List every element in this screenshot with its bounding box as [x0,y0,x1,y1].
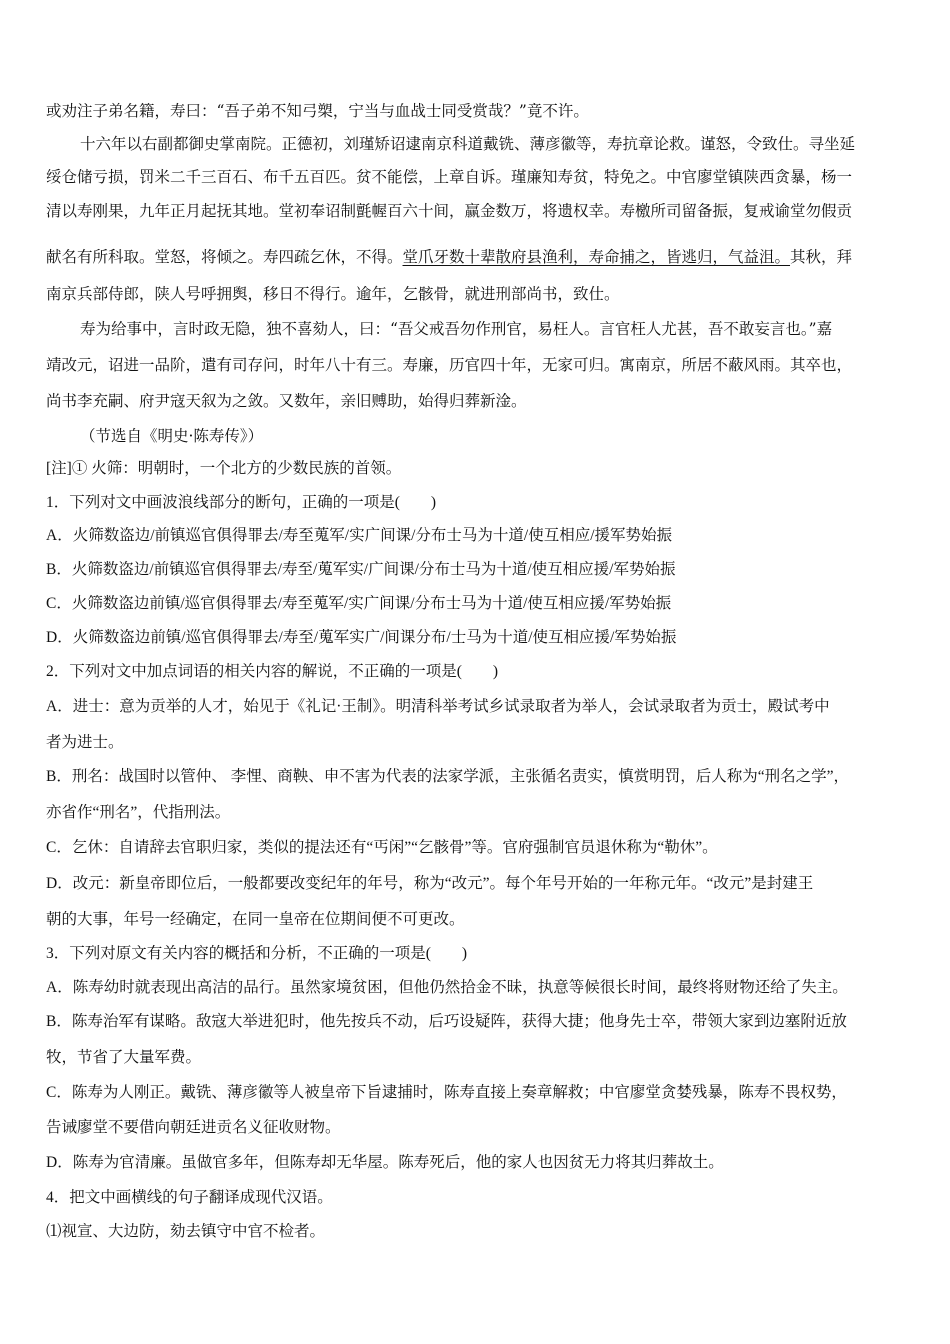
question-stem: 1．下列对文中画波浪线部分的断句，正确的一项是( ) [46,494,437,511]
option: A．进士：意为贡举的人才，始见于《礼记·王制》。明清科举考试乡试录取者为举人，会试录取者为贡士，殿试考中 [46,698,830,715]
passage-line: 或劝注子弟名籍，寿曰：“吾子弟不知弓槊，宁当与血战士同受赏哉？”竟不许。 [46,102,589,120]
option-continued: 告诫廖堂不要借向朝廷进贡名义征收财物。 [46,1119,341,1136]
option: B．刑名：战国时以管仲、 李悝、商鞅、申不害为代表的法家学派，主张循名责实，慎赏明罚，后人称为“刑名之学”， [46,768,849,785]
option: C．陈寿为人刚正。戴铣、薄彦徽等人被皇帝下旨逮捕时，陈寿直接上奏章解救；中官廖堂贪婪残暴，陈寿不畏权势， [46,1084,847,1101]
passage-line: 寿为给事中，言时政无隐，独不喜劾人，曰：“吾父戒吾勿作刑官，易枉人。言官枉人尤甚，吾不敢妄言也。”嘉 [80,320,833,338]
option: A．火筛数盗边/前镇巡官俱得罪去/寿至蒐军/实广间课/分布士马为十道/使互相应/援军势始振 [46,527,673,544]
question-stem: 2．下列对文中加点词语的相关内容的解说，不正确的一项是( ) [46,663,499,680]
passage-line: 南京兵部侍郎，陕人号呼拥舆，移日不得行。逾年，乞骸骨，就进刑部尚书，致仕。 [46,285,620,303]
passage-line: 清以寿刚果，九年正月起抚其地。堂初奉诏制氈幄百六十间，赢金数万，将遗权幸。寿檄所司留备振，复戒谕堂勿假贡 [46,202,853,220]
passage-line: 十六年以右副都御史掌南院。正德初，刘瑾矫诏逮南京科道戴铣、薄彦徽等，寿抗章论救。谨怒，令致仕。寻坐延 [80,135,856,153]
option-continued: 者为进士。 [46,734,124,751]
option: A．陈寿幼时就表现出高洁的品行。虽然家境贫困，但他仍然拾金不昧，执意等候很长时间，最终将财物还给了失主。 [46,979,848,996]
option: B．火筛数盗边/前镇巡官俱得罪去/寿至/蒐军实/广间课/分布士马为十道/使互相应援/军势始振 [46,561,676,578]
option: B．陈寿治军有谋略。敌寇大举进犯时，他先按兵不动，后巧设疑阵，获得大捷；他身先士卒，带领大家到边塞附近放 [46,1013,847,1030]
underlined-sentence: 堂爪牙数十辈散府县渔利，寿命捕之，皆逃归，气益沮。 [402,248,791,266]
question-stem: 4．把文中画横线的句子翻译成现代汉语。 [46,1189,333,1206]
source-citation: （节选自《明史·陈寿传》） [80,427,264,445]
annotation-note: [注]① 火筛：明朝时，一个北方的少数民族的首领。 [46,460,402,477]
passage-line: 尚书李充嗣、府尹寇天叙为之敛。又数年，亲旧赙助，始得归葬新淦。 [46,392,527,410]
option-continued: 亦省作“刑名”，代指刑法。 [46,804,231,821]
passage-line: 绥仓储亏损，罚米二千三百石、布千五百匹。贫不能偿，上章自诉。瑾廉知寿贫，特免之。中官廖堂镇陕西贪暴，杨一 [46,168,853,186]
passage-text: 献名有所科取。堂怒，将倾之。寿四疏乞休，不得。 [46,248,403,266]
option-continued: 朝的大事，年号一经确定，在同一皇帝在位期间便不可更改。 [46,911,465,928]
question-stem: 3．下列对原文有关内容的概括和分析，不正确的一项是( ) [46,945,468,962]
option: D．改元：新皇帝即位后，一般都要改变纪年的年号，称为“改元”。每个年号开始的一年称元年。“改元”是封建王 [46,875,814,892]
option: D．火筛数盗边前镇/巡官俱得罪去/寿至/蒐军实广/间课分布/士马为十道/使互相应援/军势始振 [46,629,677,646]
passage-text: 其秋，拜 [790,248,853,266]
sub-question: ⑴视宣、大边防，劾去镇守中官不检者。 [46,1223,326,1240]
option: C．乞休：自请辞去官职归家，类似的提法还有“丐闲”“乞骸骨”等。官府强制官员退休称为“勒休”。 [46,839,718,856]
option: D．陈寿为官清廉。虽做官多年，但陈寿却无华屋。陈寿死后，他的家人也因贫无力将其归葬故土。 [46,1154,724,1171]
passage-line [46,247,916,267]
passage-line: 靖改元，诏进一品阶，遣有司存问，时年八十有三。寿廉，历官四十年，无家可归。寓南京，所居不蔽风雨。其卒也， [46,356,853,374]
option-continued: 牧，节省了大量军费。 [46,1049,202,1066]
option: C．火筛数盗边前镇/巡官俱得罪去/寿至蒐军/实广间课/分布士马为十道/使互相应援/军势始振 [46,595,672,612]
